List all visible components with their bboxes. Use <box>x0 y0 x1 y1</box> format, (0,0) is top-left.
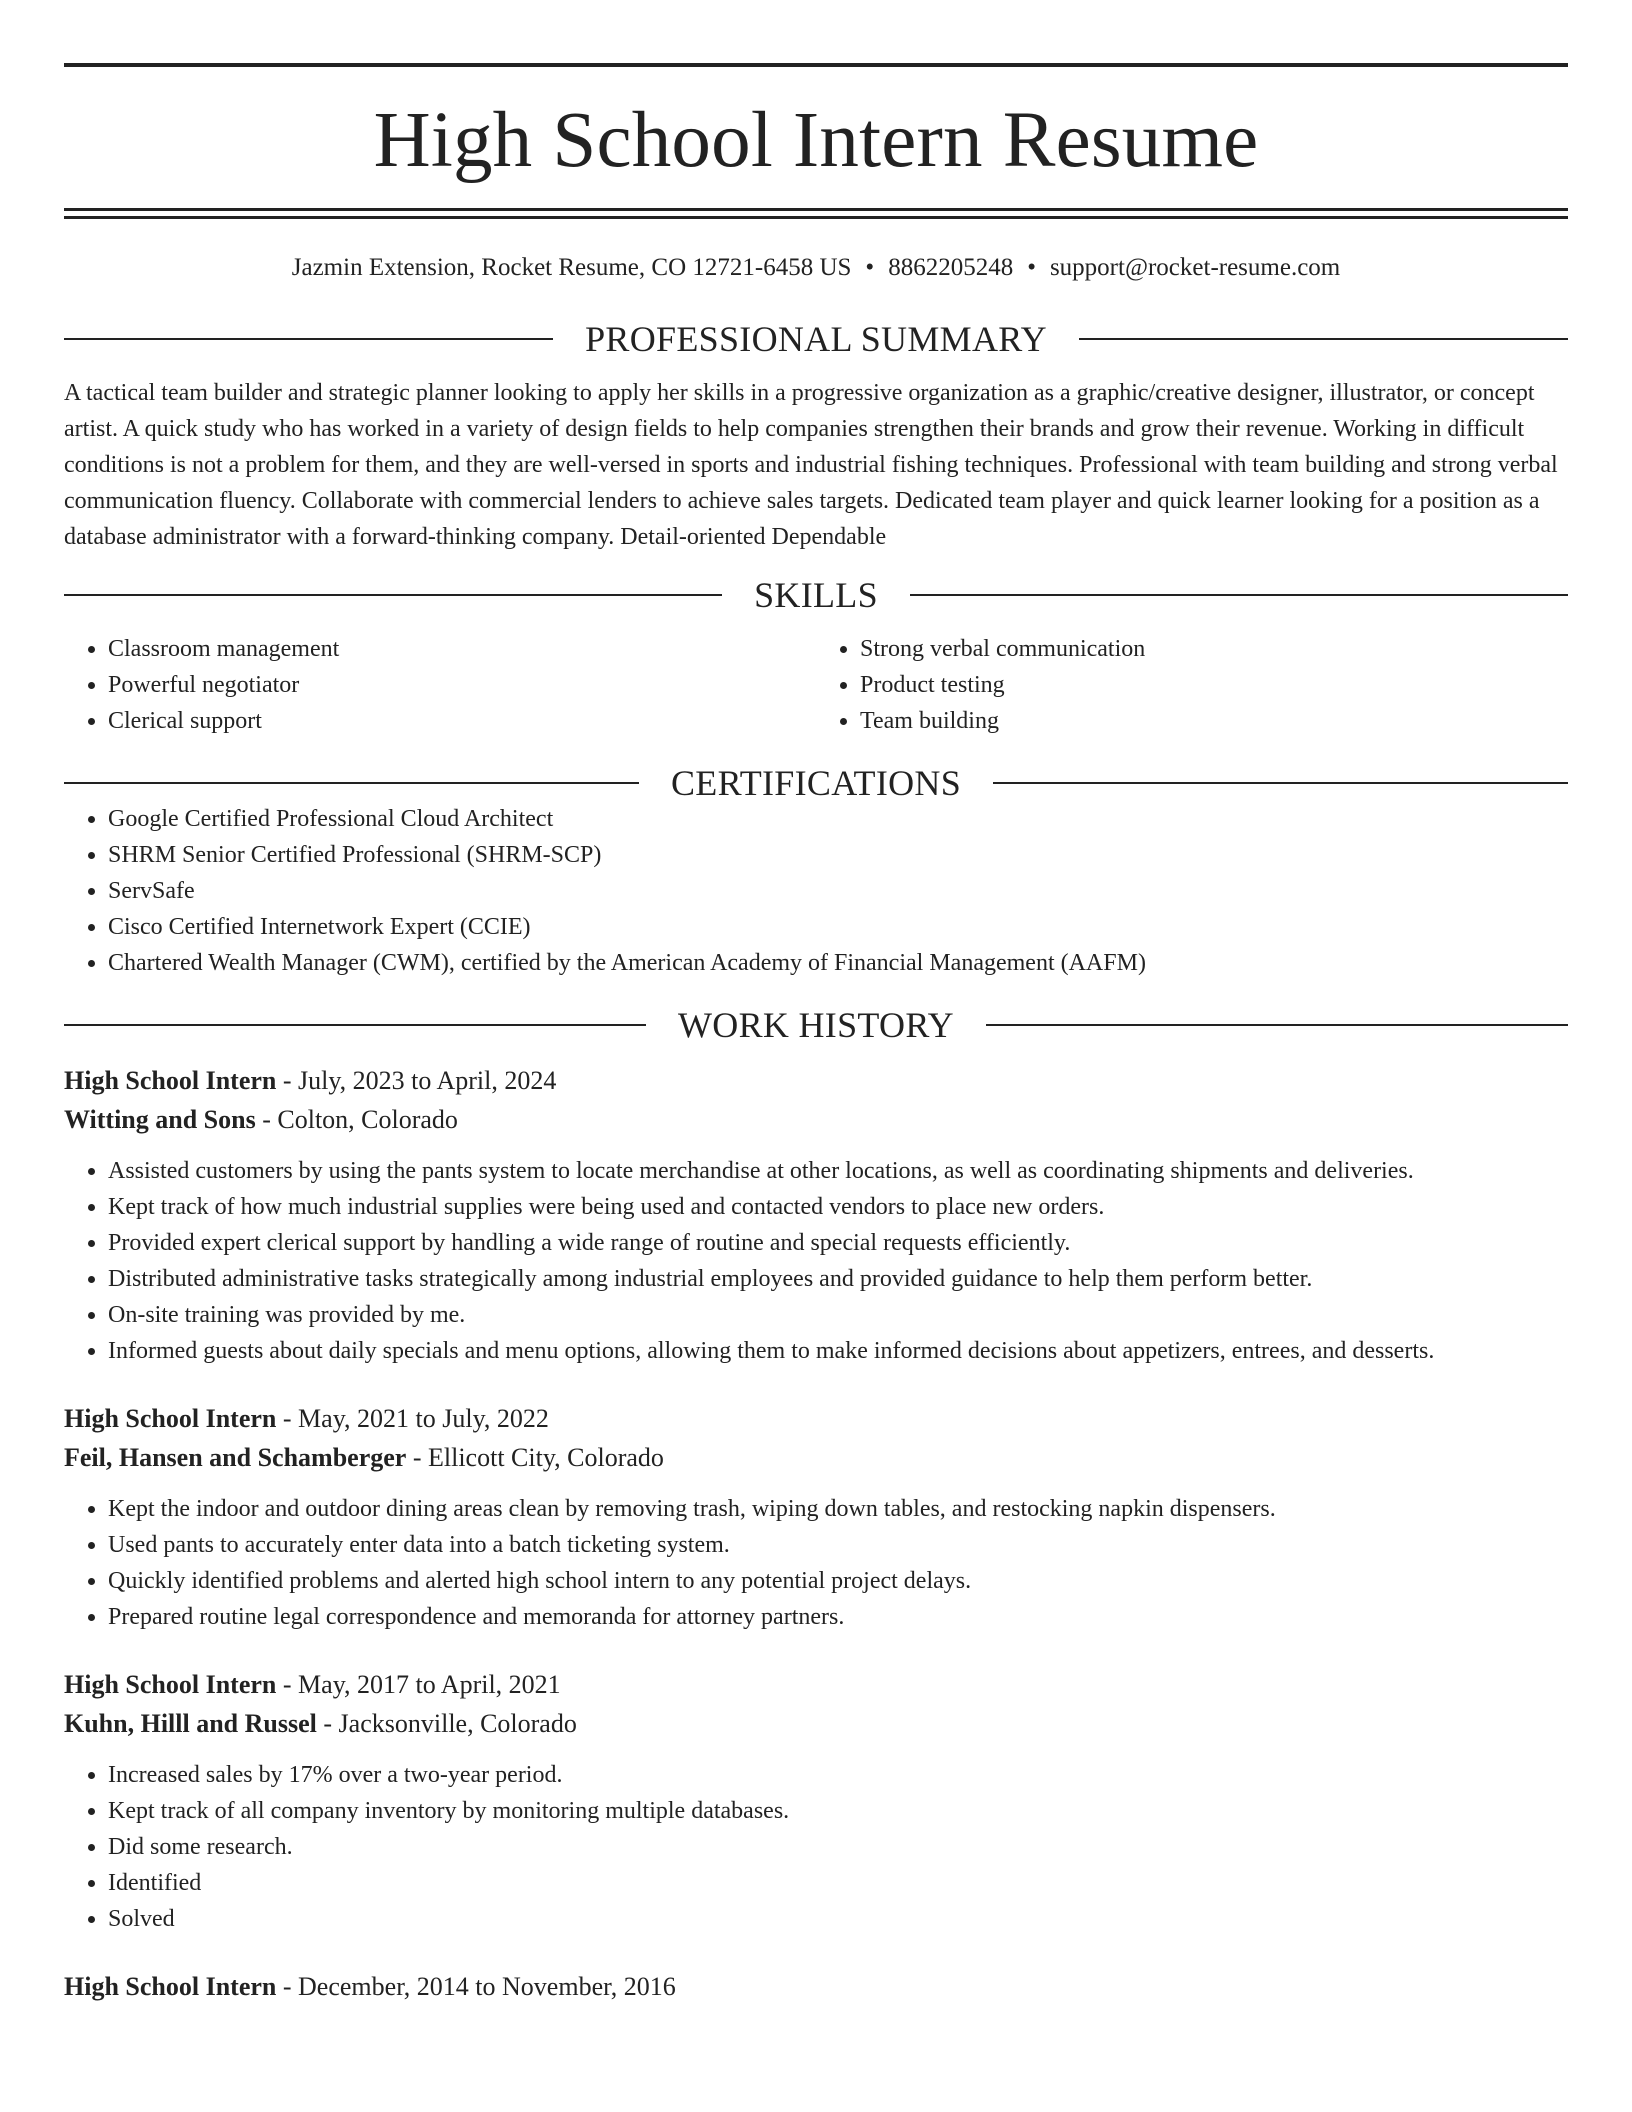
section-heading-skills <box>64 577 1568 613</box>
list-item: • Increased sales by 17% over a two-year period. <box>108 1757 1568 1793</box>
list-item: • Assisted customers by using the pants system to locate merchandise at other locations, as well as coordinating shipments and deliveries. <box>108 1153 1568 1189</box>
section-heading-certifications <box>64 765 1568 801</box>
job-title: High School Intern <box>64 1670 277 1699</box>
job-dates: - July, 2023 to April, 2024 <box>276 1066 557 1095</box>
page-title: High School Intern Resume <box>373 97 1259 184</box>
heading-rule <box>910 594 1568 596</box>
list-item: • Quickly identified problems and alerted high school intern to any potential project delays. <box>108 1563 1568 1599</box>
heading-rule <box>993 782 1568 784</box>
contact-address: Jazmin Extension, Rocket Resume, CO 12721-6458 US <box>291 254 852 281</box>
list-item: • Informed guests about daily specials and menu options, allowing them to make informed decisions about appetizers, entrees, and desserts. <box>108 1333 1568 1369</box>
list-item: • Prepared routine legal correspondence and memoranda for attorney partners. <box>108 1599 1568 1635</box>
section-title: CERTIFICATIONS <box>670 763 962 803</box>
contact-phone: 8862205248 <box>888 254 1014 281</box>
heading-rule <box>986 1024 1568 1026</box>
list-item: • Strong verbal communication <box>860 631 1568 667</box>
job-location: - Jacksonville, Colorado <box>316 1709 577 1738</box>
list-item: • Google Certified Professional Cloud Architect <box>108 801 1568 837</box>
job-company-line <box>64 1704 1568 1743</box>
job-title: High School Intern <box>64 1066 277 1095</box>
list-item: • Solved <box>108 1901 1568 1937</box>
list-item: • Kept the indoor and outdoor dining areas clean by removing trash, wiping down tables, and restocking napkin dispensers. <box>108 1491 1568 1527</box>
section-title: WORK HISTORY <box>678 1005 954 1045</box>
job-bullets <box>64 1491 1568 1635</box>
list-item: • SHRM Senior Certified Professional (SHRM-SCP) <box>108 837 1568 873</box>
job-entry <box>64 1399 1568 1635</box>
section-title: SKILLS <box>754 575 878 615</box>
job-title: High School Intern <box>64 1404 277 1433</box>
list-item: • Identified <box>108 1865 1568 1901</box>
list-item: • On-site training was provided by me. <box>108 1297 1568 1333</box>
heading-rule <box>64 594 722 596</box>
job-entry <box>64 1665 1568 1937</box>
list-item: • Powerful negotiator <box>108 667 816 703</box>
skills-column-left <box>64 631 816 739</box>
job-company-line <box>64 1438 1568 1477</box>
list-item: • Product testing <box>860 667 1568 703</box>
heading-rule <box>1079 338 1568 340</box>
list-item: • Kept track of how much industrial supplies were being used and contacted vendors to place new orders. <box>108 1189 1568 1225</box>
job-company: Witting and Sons <box>64 1105 256 1134</box>
list-item: • Team building <box>860 703 1568 739</box>
certifications-list <box>64 801 1568 981</box>
job-company-line <box>64 1100 1568 1139</box>
contact-line <box>64 255 1568 280</box>
job-title-line <box>64 1967 1568 2006</box>
job-entry <box>64 1061 1568 1369</box>
list-item: • Distributed administrative tasks strategically among industrial employees and provided guidance to help them perform better. <box>108 1261 1568 1297</box>
heading-rule <box>64 782 639 784</box>
job-company: Feil, Hansen and Schamberger <box>64 1443 407 1472</box>
summary-text: A tactical team builder and strategic planner looking to apply her skills in a progressive organization as a graphic/creative designer, illustrator, or concept artist. A quick study who has worked in a variety of design fields to help companies strengthen their brands and grow their revenue. Working in difficult conditions is not a problem for them, and they are well-versed in sports and industrial fishing techniques. Professional with team building and strong verbal communication fluency. Collaborate with commercial lenders to achieve sales targets. Dedicated team player and quick learner looking for a position as a database administrator with a forward-thinking company. Detail-oriented Dependable <box>64 380 1558 550</box>
job-dates: - May, 2017 to April, 2021 <box>276 1670 561 1699</box>
list-item: • Classroom management <box>108 631 816 667</box>
list-item: • Cisco Certified Internetwork Expert (CCIE) <box>108 909 1568 945</box>
job-location: - Ellicott City, Colorado <box>406 1443 664 1472</box>
top-rule <box>64 63 1568 67</box>
title-double-rule <box>64 208 1568 219</box>
list-item: • Kept track of all company inventory by monitoring multiple databases. <box>108 1793 1568 1829</box>
list-item: • ServSafe <box>108 873 1568 909</box>
job-location: - Colton, Colorado <box>255 1105 458 1134</box>
contact-email: support@rocket-resume.com <box>1049 254 1341 281</box>
job-dates: - May, 2021 to July, 2022 <box>276 1404 549 1433</box>
list-item: • Used pants to accurately enter data into a batch ticketing system. <box>108 1527 1568 1563</box>
list-item: • Provided expert clerical support by handling a wide range of routine and special requests efficiently. <box>108 1225 1568 1261</box>
job-bullets <box>64 1757 1568 1937</box>
contact-separator: • <box>1027 254 1036 281</box>
contact-separator: • <box>865 254 875 281</box>
job-bullets <box>64 1153 1568 1369</box>
job-company: Kuhn, Hilll and Russel <box>64 1709 317 1738</box>
job-title-line <box>64 1061 1568 1100</box>
job-title: High School Intern <box>64 1972 277 2001</box>
heading-rule <box>64 338 553 340</box>
job-title-line <box>64 1399 1568 1438</box>
section-title: PROFESSIONAL SUMMARY <box>585 319 1047 359</box>
job-title-line <box>64 1665 1568 1704</box>
section-heading-work-history <box>64 1007 1568 1043</box>
list-item: • Clerical support <box>108 703 816 739</box>
section-heading-summary <box>64 321 1568 357</box>
job-dates: - December, 2014 to November, 2016 <box>276 1972 676 2001</box>
skills-list <box>64 631 1568 739</box>
list-item: • Did some research. <box>108 1829 1568 1865</box>
job-entry <box>64 1967 1568 2006</box>
skills-column-right <box>816 631 1568 739</box>
heading-rule <box>64 1024 646 1026</box>
list-item: • Chartered Wealth Manager (CWM), certified by the American Academy of Financial Management (AAFM) <box>108 945 1568 981</box>
